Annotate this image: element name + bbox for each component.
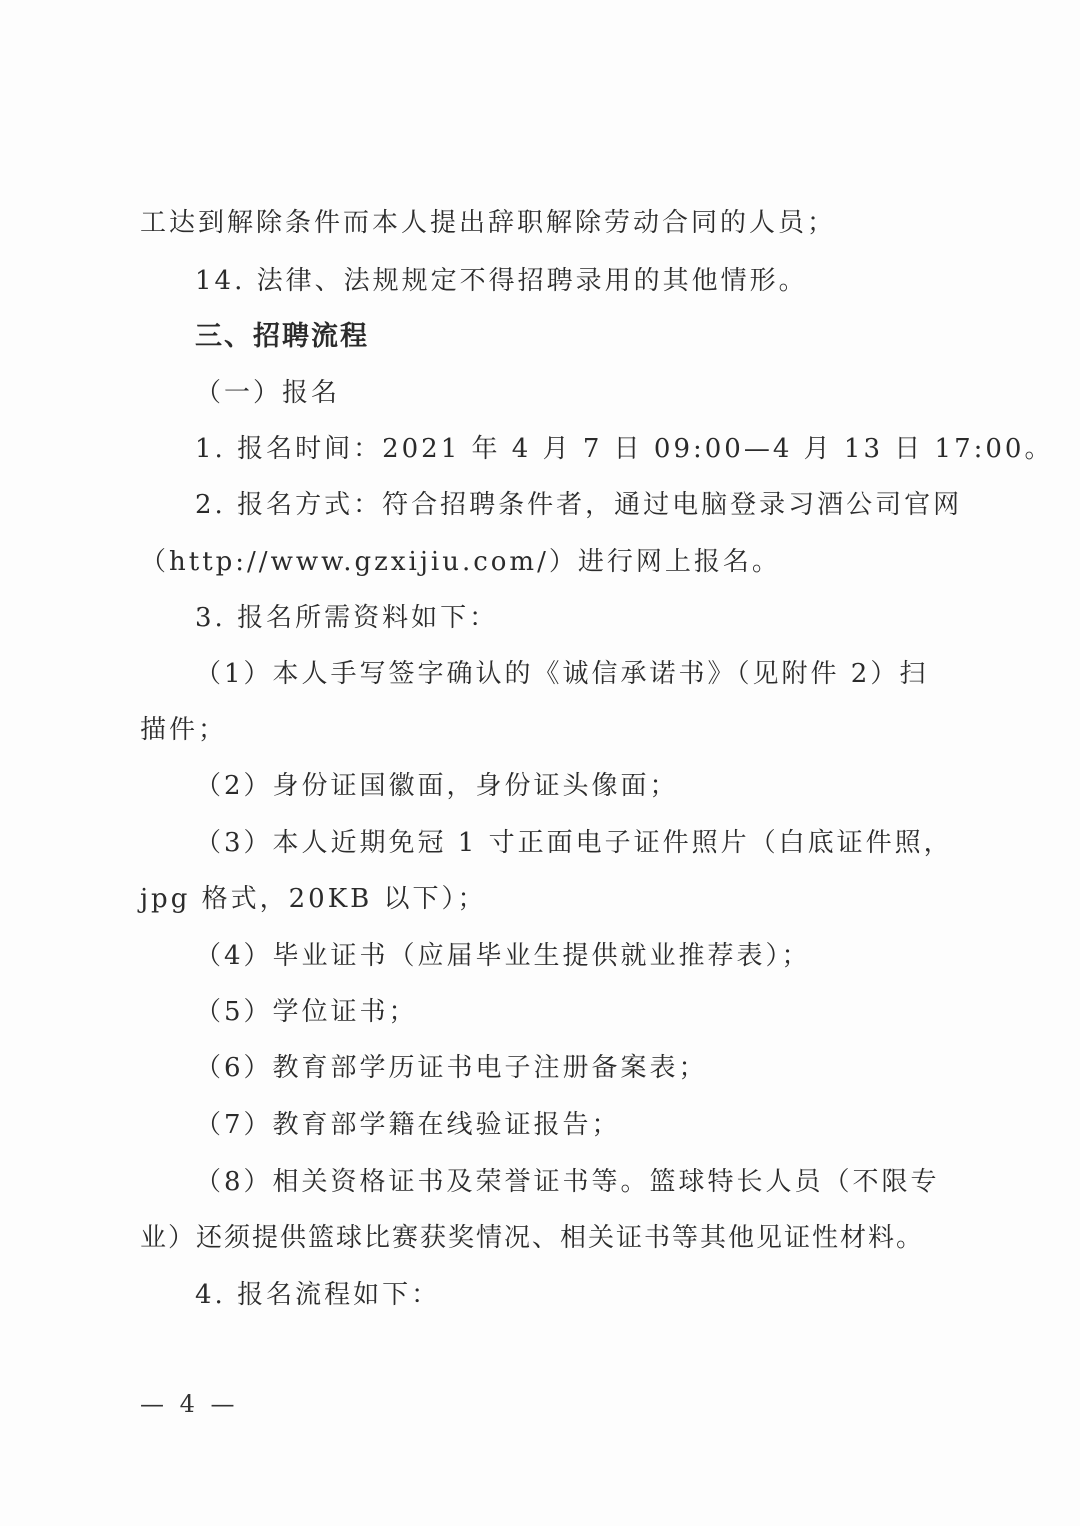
text-line-19: 业）还须提供篮球比赛获奖情况、相关证书等其他见证性材料。 <box>140 1223 925 1253</box>
text-line-15: （5）学位证书； <box>195 997 418 1027</box>
text-line-18: （8）相关资格证书及荣誉证书等。篮球特长人员（不限专 <box>195 1167 940 1197</box>
text-line-17: （7）教育部学籍在线验证报告； <box>195 1110 621 1140</box>
text-line-12: （3）本人近期免冠 1 寸正面电子证件照片（白底证件照， <box>195 828 953 858</box>
text-line-9: （1）本人手写签字确认的《诚信承诺书》（见附件 2）扫 <box>195 659 929 689</box>
text-line-10: 描件； <box>140 715 228 745</box>
text-line-16: （6）教育部学历证书电子注册备案表； <box>195 1053 708 1083</box>
text-line-20: 4. 报名流程如下： <box>195 1280 441 1310</box>
text-line-1: 工达到解除条件而本人提出辞职解除劳动合同的人员； <box>140 208 837 238</box>
text-line-5: 1. 报名时间：2021 年 4 月 7 日 09:00—4 月 13 日 17:00。 <box>195 434 1054 464</box>
text-line-2: 14. 法律、法规规定不得招聘录用的其他情形。 <box>195 266 808 296</box>
text-line-6: 2. 报名方式：符合招聘条件者，通过电脑登录习酒公司官网 <box>195 490 963 520</box>
subsection-heading: （一）报名 <box>195 378 341 408</box>
page-number: — 4 — <box>140 1390 239 1418</box>
text-line-7: （http://www.gzxijiu.com/）进行网上报名。 <box>140 547 781 577</box>
section-heading: 三、招聘流程 <box>195 321 369 352</box>
text-line-13: jpg 格式，20KB 以下）； <box>140 884 487 914</box>
text-line-14: （4）毕业证书（应届毕业生提供就业推荐表）； <box>195 941 811 971</box>
text-line-8: 3. 报名所需资料如下： <box>195 603 499 633</box>
text-line-11: （2）身份证国徽面，身份证头像面； <box>195 771 679 801</box>
